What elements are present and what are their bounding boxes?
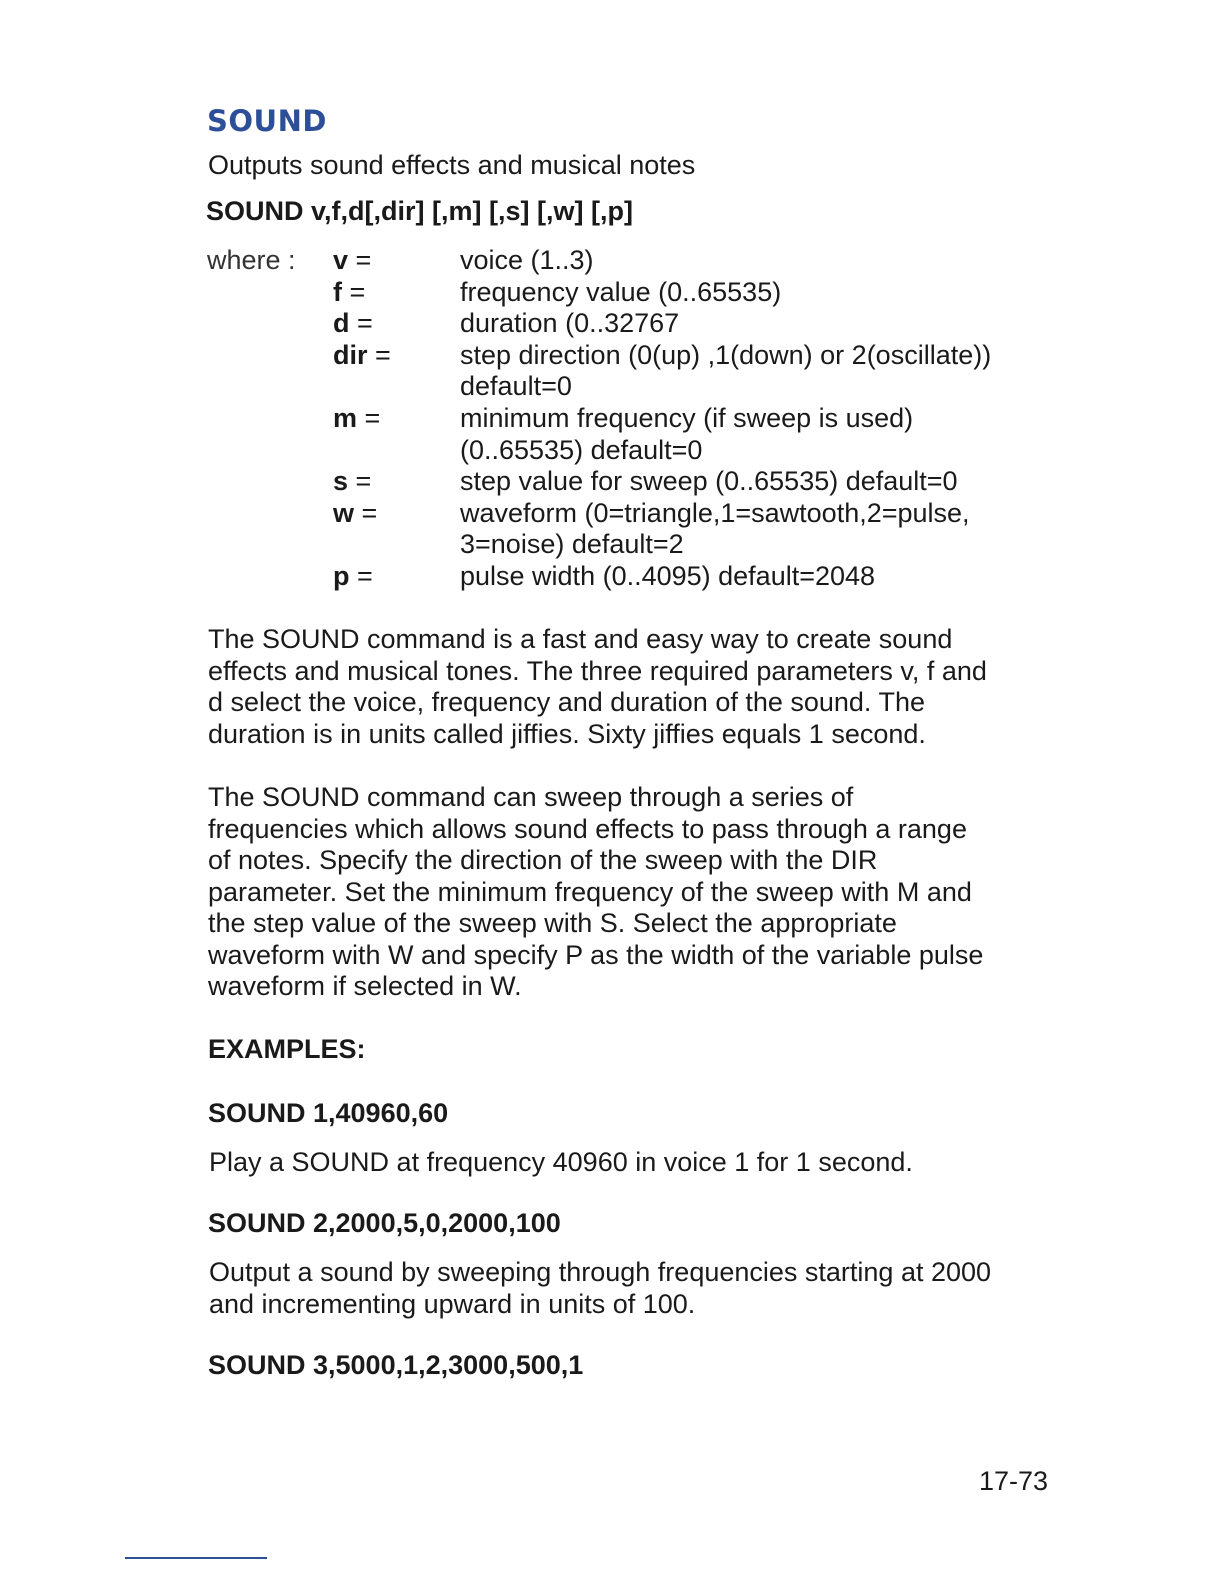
param-desc-line: waveform (0=triangle,1=sawtooth,2=pulse, <box>460 497 970 528</box>
parameter-list <box>333 245 1053 593</box>
param-equals: = <box>348 245 372 275</box>
param-name: p <box>333 560 350 591</box>
param-name: v <box>333 245 349 275</box>
param-desc-line: 3=noise) default=2 <box>460 529 684 560</box>
param-desc-line: default=0 <box>460 371 572 402</box>
param-desc-line: frequency value (0..65535) <box>460 276 782 307</box>
param-name: d <box>333 308 350 339</box>
example-command-2: SOUND 2,2000,5,0,2000,100 <box>208 1208 561 1238</box>
footer-rule <box>125 1557 267 1559</box>
example-description-1 <box>209 1146 1069 1178</box>
param-desc-line: duration (0..32767 <box>460 308 680 339</box>
param-row-f <box>333 277 1053 309</box>
page-number: 17-73 <box>979 1466 1049 1496</box>
param-equals: = <box>349 560 373 591</box>
command-syntax: SOUND v,f,d[,dir] [,m] [,s] [,w] [,p] <box>206 196 633 226</box>
param-name: m <box>333 402 358 433</box>
paragraph-line: waveform if selected in W. <box>208 971 522 1001</box>
where-label: where : <box>207 245 296 275</box>
param-desc-line: step direction (0(up) ,1(down) or 2(oscillate)) <box>460 339 992 370</box>
section-subtitle: Outputs sound effects and musical notes <box>208 150 696 180</box>
param-row-w <box>333 498 1053 561</box>
param-equals: = <box>342 276 366 307</box>
param-name: f <box>333 276 342 307</box>
param-row-m <box>333 403 1053 466</box>
param-equals: = <box>367 339 391 370</box>
param-name: s <box>333 466 349 497</box>
param-equals: = <box>348 466 372 497</box>
paragraph-line: effects and musical tones. The three required parameters v, f and <box>208 655 987 686</box>
example-description-2 <box>209 1256 1069 1320</box>
paragraph-line: the step value of the sweep with S. Select the appropriate <box>208 908 897 938</box>
paragraph-line: The SOUND command is a fast and easy way to create sound <box>208 624 953 654</box>
param-desc-line: voice (1..3) <box>460 245 594 275</box>
param-desc-line: minimum frequency (if sweep is used) <box>460 402 914 433</box>
param-row-s <box>333 466 1053 498</box>
paragraph-line: The SOUND command can sweep through a series of <box>208 782 854 812</box>
param-equals: = <box>349 308 373 339</box>
param-equals: = <box>354 497 378 528</box>
example-command-3: SOUND 3,5000,1,2,3000,500,1 <box>208 1350 584 1380</box>
description-paragraph-1 <box>208 624 1068 750</box>
example-command-1: SOUND 1,40960,60 <box>208 1098 449 1128</box>
param-equals: = <box>357 402 381 433</box>
paragraph-line: duration is in units called jiffies. Sixty jiffies equals 1 second. <box>208 718 926 749</box>
paragraph-line: of notes. Specify the direction of the sweep with the DIR <box>208 845 878 875</box>
section-heading: SOUND <box>207 104 327 138</box>
paragraph-line: frequencies which allows sound effects to pass through a range <box>208 813 967 844</box>
param-desc-line: step value for sweep (0..65535) default=0 <box>460 466 958 497</box>
param-row-v <box>333 245 1053 277</box>
paragraph-line: waveform with W and specify P as the width of the variable pulse <box>208 939 984 970</box>
param-name: w <box>333 497 355 528</box>
param-row-p <box>333 561 1053 593</box>
param-desc-line: pulse width (0..4095) default=2048 <box>460 560 876 591</box>
param-desc-line: (0..65535) default=0 <box>460 434 703 465</box>
param-name: dir <box>333 339 368 370</box>
param-row-d <box>333 308 1053 340</box>
paragraph-line: parameter. Set the minimum frequency of the sweep with M and <box>208 876 972 907</box>
example-desc-line: and incrementing upward in units of 100. <box>209 1289 696 1319</box>
param-row-dir <box>333 340 1053 403</box>
example-desc-line: Play a SOUND at frequency 40960 in voice 1 for 1 second. <box>209 1147 913 1177</box>
examples-heading: EXAMPLES: <box>208 1034 366 1064</box>
description-paragraph-2 <box>208 782 1068 1003</box>
example-desc-line: Output a sound by sweeping through frequencies starting at 2000 <box>209 1257 992 1287</box>
paragraph-line: d select the voice, frequency and duration of the sound. The <box>208 687 925 717</box>
